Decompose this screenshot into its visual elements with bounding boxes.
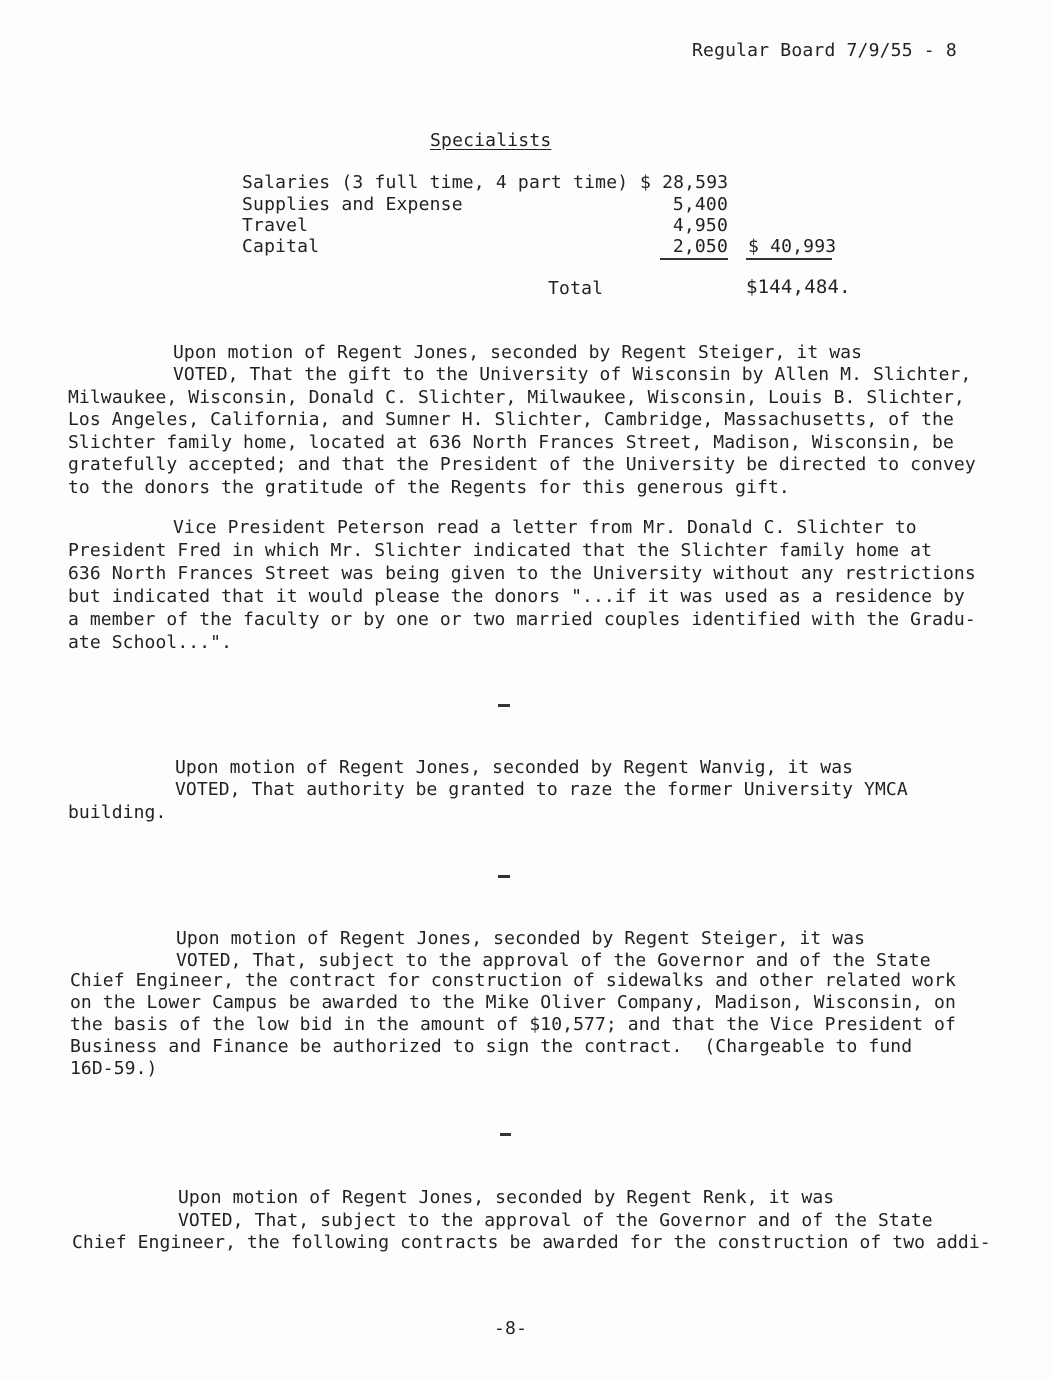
budget-row-label: Supplies and Expense — [242, 194, 463, 215]
budget-row-amount: 4,950 — [672, 215, 728, 236]
subtotal-rule — [746, 258, 832, 260]
running-head: Regular Board 7/9/55 - 8 — [692, 40, 957, 61]
budget-subtotal: $ 40,993 — [748, 236, 837, 257]
budget-row-amount: 5,400 — [672, 194, 728, 215]
text-line: VOTED, That, subject to the approval of the Governor and of the State — [178, 1210, 933, 1231]
text-line: Upon motion of Regent Jones, seconded by Regent Renk, it was — [178, 1187, 835, 1208]
text-line: Upon motion of Regent Jones, seconded by Regent Steiger, it was — [173, 342, 863, 363]
total-label: Total — [548, 278, 604, 299]
text-line: Chief Engineer, the contract for construction of sidewalks and other related work — [70, 970, 956, 991]
budget-row-label: Capital — [242, 236, 320, 257]
page-number: -8- — [494, 1318, 528, 1339]
text-line: 636 North Frances Street was being given to the University without any restrictions — [68, 563, 976, 584]
text-line: Upon motion of Regent Jones, seconded by Regent Steiger, it was — [176, 928, 866, 949]
text-line: Upon motion of Regent Jones, seconded by Regent Wanvig, it was — [175, 757, 854, 778]
text-line: ate School...". — [68, 632, 233, 653]
text-line: VOTED, That authority be granted to raze the former University YMCA — [175, 779, 908, 800]
text-line: gratefully accepted; and that the President of the University be directed to convey — [68, 454, 976, 475]
text-line: Chief Engineer, the following contracts be awarded for the construction of two addi- — [72, 1232, 991, 1253]
text-line: VOTED, That the gift to the University of Wisconsin by Allen M. Slichter, — [173, 364, 972, 385]
text-line: a member of the faculty or by one or two married couples identified with the Gradu- — [68, 609, 976, 630]
budget-row-label: Salaries (3 full time, 4 part time) — [242, 172, 629, 193]
text-line: Los Angeles, California, and Sumner H. Slichter, Cambridge, Massachusetts, of the — [68, 409, 954, 430]
text-line: building. — [68, 802, 167, 823]
text-line: but indicated that it would please the donors "...if it was used as a residence by — [68, 586, 965, 607]
text-line: 16D-59.) — [70, 1058, 158, 1079]
budget-row-amount: $ 28,593 — [640, 172, 729, 193]
amount-column-rule — [660, 258, 728, 260]
section-separator — [498, 704, 510, 707]
section-separator — [498, 875, 510, 878]
text-line: Slichter family home, located at 636 North Frances Street, Madison, Wisconsin, be — [68, 432, 954, 453]
budget-row-amount: 2,050 — [672, 236, 728, 257]
text-line: VOTED, That, subject to the approval of the Governor and of the State — [176, 950, 931, 971]
text-line: Vice President Peterson read a letter from Mr. Donald C. Slichter to — [173, 517, 917, 538]
text-line: President Fred in which Mr. Slichter indicated that the Slichter family home at — [68, 540, 933, 561]
text-line: on the Lower Campus be awarded to the Mike Oliver Company, Madison, Wisconsin, on — [70, 992, 956, 1013]
text-line: to the donors the gratitude of the Regents for this generous gift. — [68, 477, 790, 498]
section-title: Specialists — [430, 130, 552, 151]
text-line: Business and Finance be authorized to sign the contract. (Chargeable to fund — [70, 1036, 913, 1057]
text-line: the basis of the low bid in the amount of $10,577; and that the Vice President of — [70, 1014, 956, 1035]
text-line: Milwaukee, Wisconsin, Donald C. Slichter, Milwaukee, Wisconsin, Louis B. Slichter, — [68, 387, 965, 408]
total-value: $144,484. — [746, 276, 851, 298]
budget-row-label: Travel — [242, 215, 309, 236]
section-separator — [500, 1133, 511, 1136]
